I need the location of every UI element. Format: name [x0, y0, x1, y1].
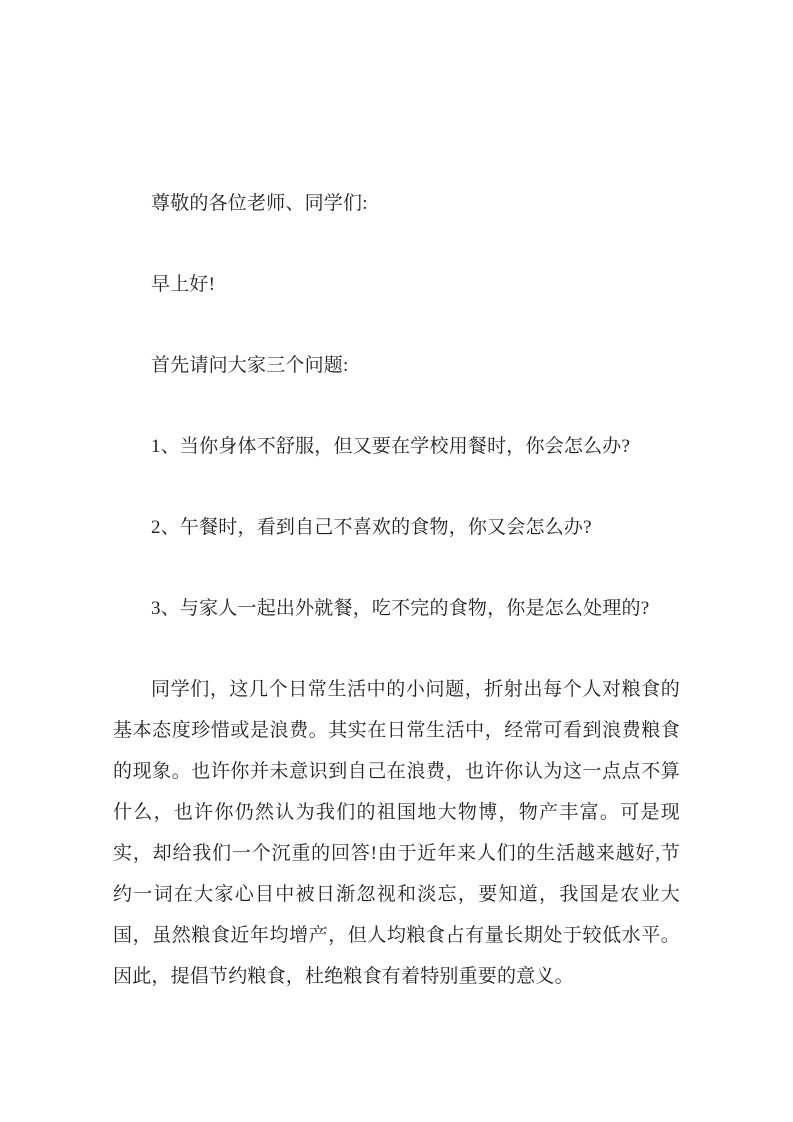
paragraph-body: 同学们，这几个日常生活中的小问题，折射出每个人对粮食的基本态度珍惜或是浪费。其实在日常生活中，经常可看到浪费粮食的现象。也许你并未意识到自己在浪费，也许你认为这一点点不算什么，也许你仍然认为我们的祖国地大物博，物产丰富。可是现实，却给我们一个沉重的回答!由于近年来人们的生活越来越好,节约一词在大家心目中被日渐忽视和淡忘，要知道，我国是农业大国，虽然粮食近年均增产，但人均粮食占有量长期处于较低水平。因此，提倡节约粮食，杜绝粮食有着特别重要的意义。	[113, 679, 680, 987]
paragraph-salutation: 尊敬的各位老师、同学们:	[151, 193, 368, 214]
paragraph-question-2: 2、午餐时，看到自己不喜欢的食物，你又会怎么办?	[151, 517, 592, 538]
paragraph-intro: 首先请问大家三个问题:	[151, 355, 349, 376]
paragraph-question-1: 1、当你身体不舒服，但又要在学校用餐时，你会怎么办?	[151, 436, 631, 457]
paragraph-greeting: 早上好!	[151, 274, 216, 295]
paragraph-question-3: 3、与家人一起出外就餐，吃不完的食物，你是怎么处理的?	[151, 598, 650, 619]
